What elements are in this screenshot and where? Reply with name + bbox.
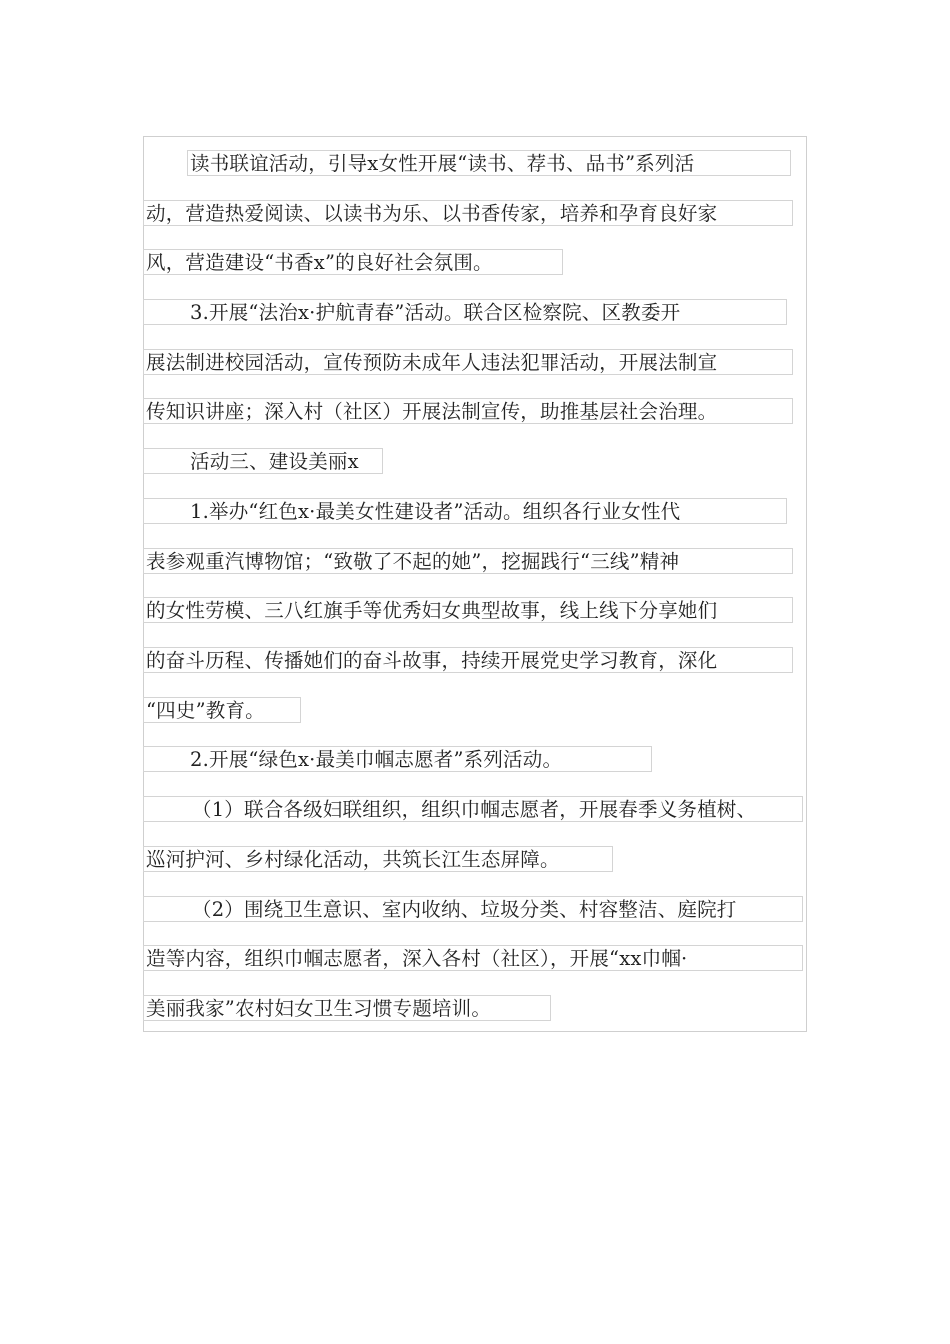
text-line-4: 3.开展“法治x·护航青春”活动。联合区检察院、区教委开 — [143, 299, 787, 325]
text-line-13: 2.开展“绿色x·最美巾帼志愿者”系列活动。 — [143, 746, 652, 772]
text-line-12: “四史”教育。 — [143, 697, 301, 723]
text-line-16: （2）围绕卫生意识、室内收纳、垃圾分类、村容整洁、庭院打 — [143, 896, 803, 922]
text-line-14: （1）联合各级妇联组织，组织巾帼志愿者，开展春季义务植树、 — [143, 796, 803, 822]
text-line-17: 造等内容，组织巾帼志愿者，深入各村（社区），开展“xx巾帼· — [143, 945, 803, 971]
text-line-1: 读书联谊活动，引导x女性开展“读书、荐书、品书”系列活 — [187, 150, 791, 176]
text-line-10: 的女性劳模、三八红旗手等优秀妇女典型故事，线上线下分享她们 — [143, 597, 793, 623]
text-line-3: 风，营造建设“书香x”的良好社会氛围。 — [143, 249, 563, 275]
text-line-8: 1.举办“红色x·最美女性建设者”活动。组织各行业女性代 — [143, 498, 787, 524]
text-line-11: 的奋斗历程、传播她们的奋斗故事，持续开展党史学习教育，深化 — [143, 647, 793, 673]
text-line-6: 传知识讲座；深入村（社区）开展法制宣传，助推基层社会治理。 — [143, 398, 793, 424]
text-line-15: 巡河护河、乡村绿化活动，共筑长江生态屏障。 — [143, 846, 613, 872]
section-heading: 活动三、建设美丽x — [143, 448, 383, 474]
text-line-18: 美丽我家”农村妇女卫生习惯专题培训。 — [143, 995, 551, 1021]
text-line-2: 动，营造热爱阅读、以读书为乐、以书香传家，培养和孕育良好家 — [143, 200, 793, 226]
text-line-5: 展法制进校园活动，宣传预防未成年人违法犯罪活动，开展法制宣 — [143, 349, 793, 375]
text-line-9: 表参观重汽博物馆；“致敬了不起的她”，挖掘践行“三线”精神 — [143, 548, 793, 574]
